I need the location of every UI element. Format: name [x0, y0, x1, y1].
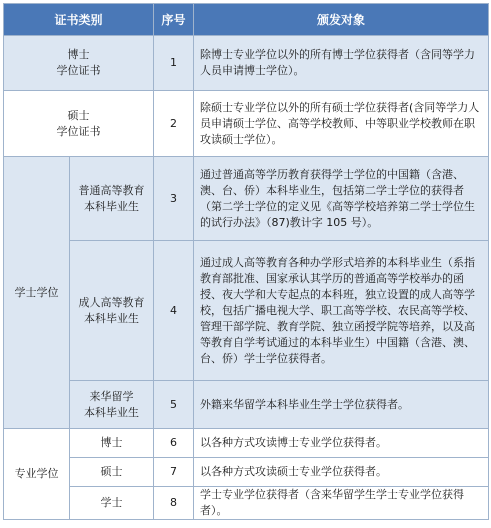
subcategory-line-1: 普通高等教育: [78, 183, 145, 197]
row-description: 外籍来华留学本科毕业生学士学位获得者。: [194, 381, 489, 429]
category-line-1: 硕士: [67, 108, 90, 122]
subcategory-cell: [70, 241, 154, 381]
row-number: 3: [154, 157, 194, 241]
category-cell: [4, 91, 154, 157]
table-row: [4, 458, 489, 487]
header-type: 证书类别: [4, 4, 154, 36]
table-row: [4, 157, 489, 241]
header-no: 序号: [154, 4, 194, 36]
subcategory-line-2: 本科毕业生: [84, 311, 139, 325]
subcategory-line-2: 本科毕业生: [84, 405, 139, 419]
subcategory-line-1: 来华留学: [89, 389, 134, 403]
category-cell: [4, 36, 154, 91]
table-row: [4, 241, 489, 381]
row-description: 以各种方式攻读硕士专业学位获得者。: [194, 458, 489, 487]
group-cell-bachelor: 学士学位: [4, 157, 70, 429]
category-line-2: 学位证书: [56, 64, 101, 77]
subcategory-cell: 硕士: [70, 458, 154, 487]
table-row: [4, 91, 489, 157]
row-number: 6: [154, 429, 194, 458]
table-row: [4, 381, 489, 429]
row-number: 8: [154, 487, 194, 520]
certificate-table: [3, 3, 489, 520]
row-description: 以各种方式攻读博士专业学位获得者。: [194, 429, 489, 458]
row-number: 5: [154, 381, 194, 429]
table-row: [4, 487, 489, 520]
row-number: 2: [154, 91, 194, 157]
subcategory-cell: [70, 381, 154, 429]
row-number: 4: [154, 241, 194, 381]
subcategory-line-1: 成人高等教育: [78, 295, 145, 309]
group-cell-professional: 专业学位: [4, 429, 70, 520]
table-row: [4, 429, 489, 458]
row-description: 除博士专业学位以外的所有博士学位获得者（含同等学力人员申请博士学位）。: [194, 36, 489, 91]
row-description: 除硕士专业学位以外的所有硕士学位获得者(含同等学力人员申请硕士学位、高等学校教师、中等职业学校教师在职攻读硕士学位）。: [194, 91, 489, 157]
header-target: 颁发对象: [194, 4, 489, 36]
row-description: 通过普通高等学历教育获得学士学位的中国籍（含港、澳、台、侨）本科毕业生，包括第二学士学位的获得者（第二学士学位的定义见《高等学校培养第二学士学位生的试行办法》（87)教计字 105 号）。: [194, 157, 489, 241]
subcategory-line-2: 本科毕业生: [84, 199, 139, 213]
row-description: 学士专业学位获得者（含来华留学生学士专业学位获得者）。: [194, 487, 489, 520]
header-row: [4, 4, 489, 36]
subcategory-cell: 学士: [70, 487, 154, 520]
subcategory-cell: 博士: [70, 429, 154, 458]
row-description: 通过成人高等教育各种办学形式培养的本科毕业生（系指教育部批准、国家承认其学历的普通高等学校举办的函授、夜大学和大专起点的本科班，独立设置的成人高等学校，包括广播电视大学、职工高等学校、农民高等学校、管理干部学院、教育学院、独立函授学院等培养，以及高等教育自学考试通过的本科毕业生）中国籍（含港、澳、台、侨）学士学位获得者。: [194, 241, 489, 381]
table-row: [4, 36, 489, 91]
category-line-1: 博士: [67, 48, 90, 61]
row-number: 1: [154, 36, 194, 91]
row-number: 7: [154, 458, 194, 487]
category-line-2: 学位证书: [56, 124, 101, 138]
subcategory-cell: [70, 157, 154, 241]
